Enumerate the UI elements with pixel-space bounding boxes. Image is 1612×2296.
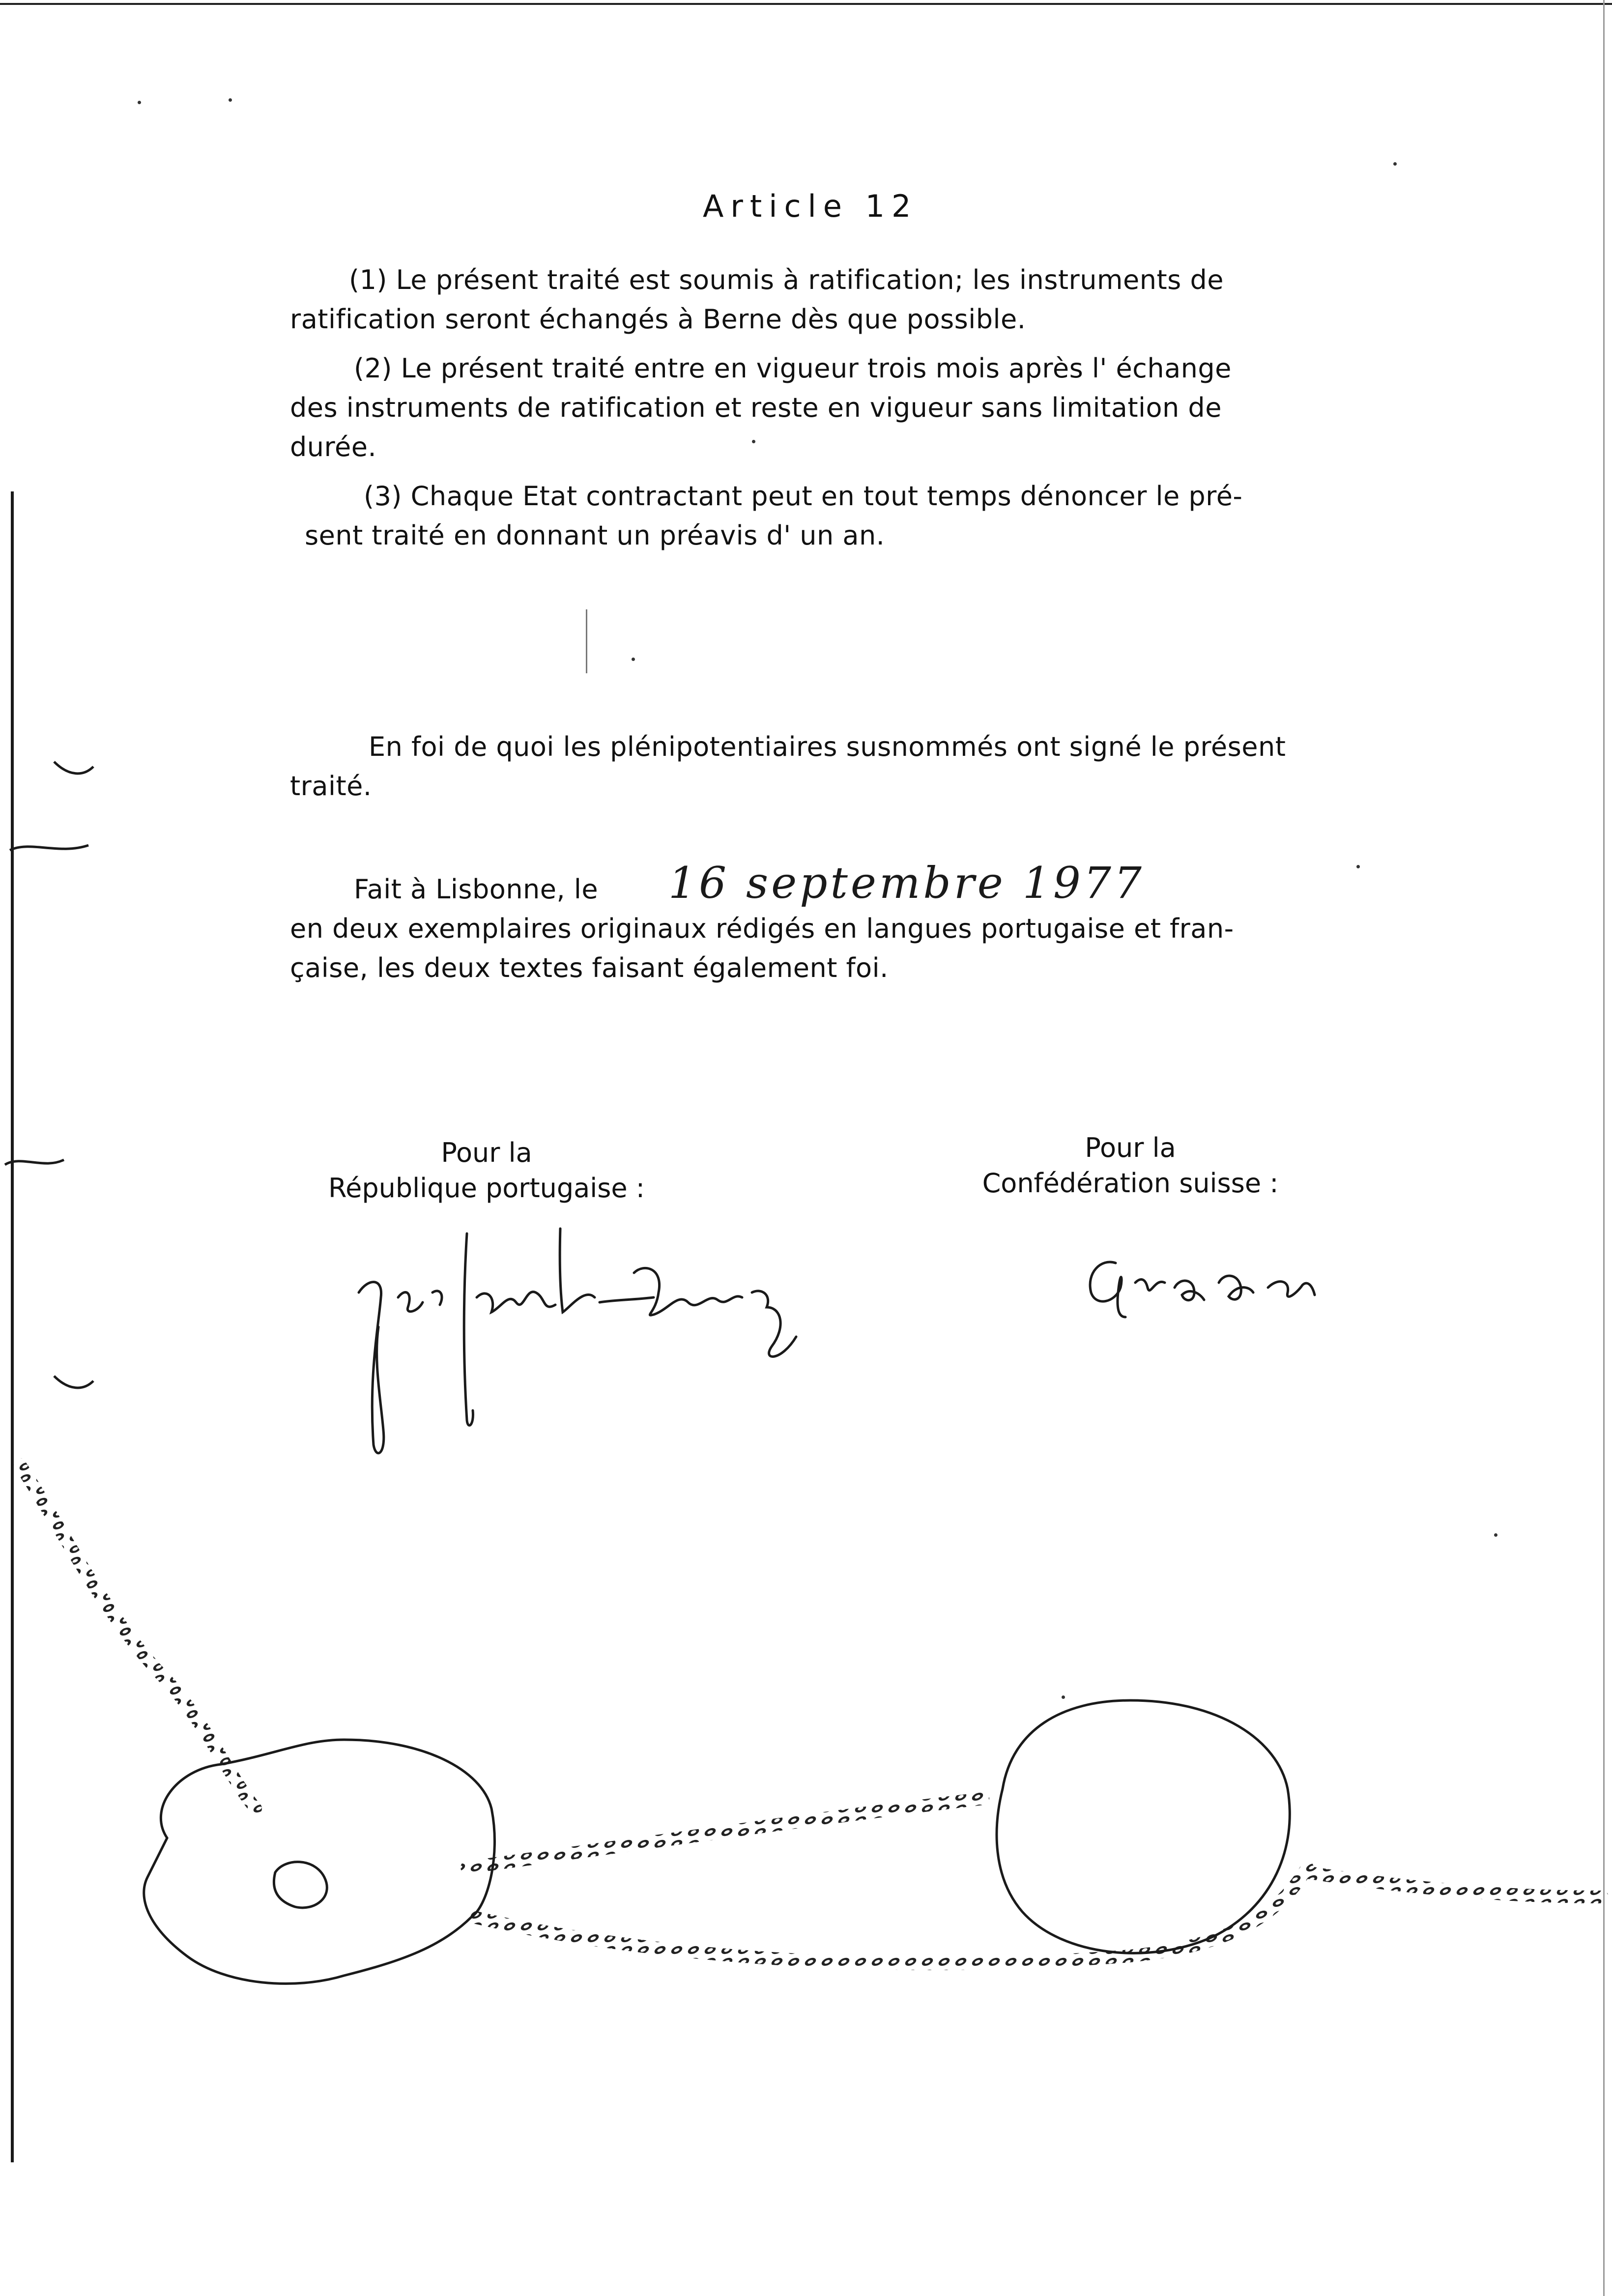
signatory-left-line-2: République portugaise : <box>328 1173 645 1204</box>
article-heading: Article 12 <box>703 188 918 224</box>
paragraph-1 <box>290 260 1273 339</box>
signatory-right-line-2: Confédération suisse : <box>982 1168 1279 1199</box>
paragraph-3-line-2: sent traité en donnant un préavis d' un an. <box>305 520 885 551</box>
signatory-left-label <box>315 1135 659 1206</box>
place-date-prefix: Fait à Lisbonne, le <box>354 874 599 905</box>
paragraph-5-line-2: en deux exemplaires originaux rédigés en langues portugaise et fran- <box>290 913 1234 944</box>
signatory-right-line-1: Pour la <box>1085 1132 1176 1163</box>
paragraph-2-line-1: (2) Le présent traité entre en vigueur trois mois après l' échange <box>354 353 1232 384</box>
wax-seal-right <box>997 1700 1290 1953</box>
speck <box>752 440 755 443</box>
top-edge-rule <box>0 3 1612 5</box>
signature-right <box>1071 1238 1415 1327</box>
paragraph-3-line-1: (3) Chaque Etat contractant peut en tout temps dénoncer le pré- <box>364 481 1243 512</box>
margin-mark <box>586 609 587 673</box>
signatory-left-line-1: Pour la <box>441 1137 532 1168</box>
paragraph-5-line-3: çaise, les deux textes faisant également foi. <box>290 952 889 983</box>
speck <box>1393 162 1397 166</box>
speck <box>138 101 141 104</box>
paragraph-4-line-1: En foi de quoi les plénipotentiaires susnommés ont signé le présent <box>369 731 1286 762</box>
speck <box>1356 865 1360 868</box>
seal-and-cord <box>0 1425 1612 2064</box>
paragraph-4 <box>290 727 1286 806</box>
margin-artifacts <box>0 531 98 1464</box>
speck <box>1062 1695 1065 1699</box>
cord-upper <box>467 1799 983 1867</box>
speck <box>1494 1533 1497 1537</box>
paragraph-1-line-1: (1) Le présent traité est soumis à ratification; les instruments de <box>349 264 1224 295</box>
handwritten-date: 16 septembre 1977 <box>668 858 1145 908</box>
paragraph-1-line-2: ratification seront échangés à Berne dès que possible. <box>290 304 1026 335</box>
cord-right <box>1307 1872 1602 1897</box>
speck <box>632 658 635 661</box>
seal-left-imprint <box>274 1862 327 1908</box>
speck <box>229 98 232 102</box>
cord-left-diagonal <box>20 1464 256 1808</box>
signatory-right-label <box>958 1130 1302 1201</box>
paragraph-2 <box>290 349 1273 467</box>
paragraph-2-line-2: des instruments de ratification et reste en vigueur sans limitation de <box>290 392 1222 423</box>
paragraph-2-line-3: durée. <box>290 431 377 462</box>
wax-seal-left <box>144 1740 495 1983</box>
paragraph-3 <box>305 477 1288 555</box>
cord-lower <box>472 1867 1307 1964</box>
paragraph-4-line-2: traité. <box>290 771 372 802</box>
